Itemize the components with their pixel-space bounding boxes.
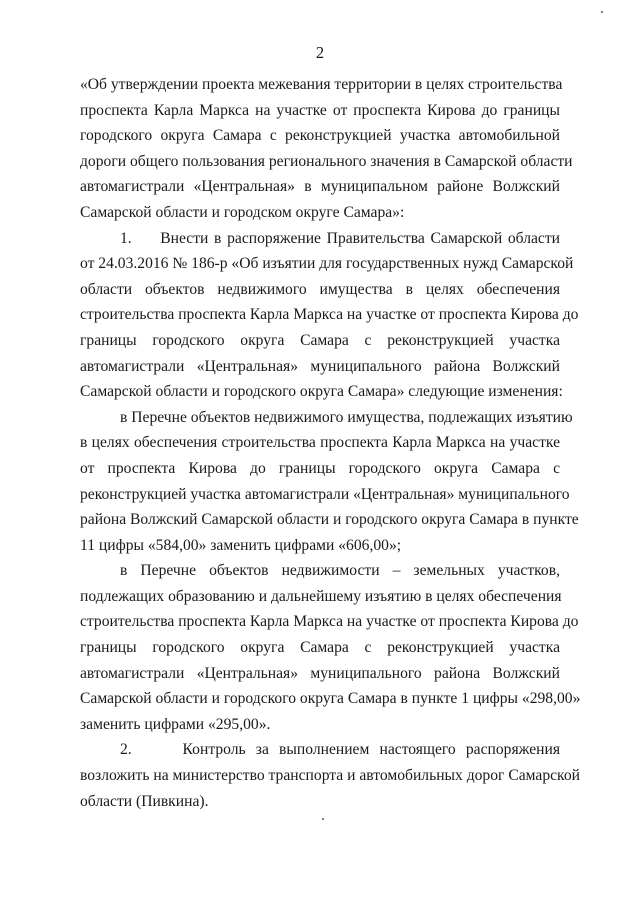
paragraph-title-continuation — [80, 72, 573, 226]
text-line: Самарской области и городского округа Самара в пункте 1 цифры «298,00» — [80, 690, 581, 708]
text-line: границы городского округа Самара с реконструкцией участка — [80, 331, 560, 349]
text-line: 2. Контроль за выполнением настоящего распоряжения — [120, 741, 560, 759]
text-line: городского округа Самара с реконструкцией участка автомобильной — [80, 127, 560, 145]
page-number: 2 — [315, 43, 325, 62]
text-line: границы городского округа Самара с реконструкцией участка — [80, 639, 560, 657]
text-line: автомагистрали «Центральная» в муниципальном районе Волжский — [80, 178, 560, 196]
paragraph-item-1 — [80, 226, 579, 405]
text-line: 1. Внести в распоряжение Правительства Самарской области — [120, 229, 560, 247]
text-line: дороги общего пользования регионального значения в Самарской области — [80, 152, 573, 170]
paragraph-item-2 — [80, 737, 580, 814]
text-line: реконструкцией участка автомагистрали «Центральная» муниципального — [80, 485, 570, 503]
paragraph-real-estate-list-change — [80, 405, 579, 559]
text-line: подлежащих образованию и дальнейшему изъятию в целях обеспечения — [80, 587, 562, 605]
text-line: «Об утверждении проекта межевания территории в целях строительства — [80, 76, 563, 93]
scan-speck — [601, 11, 603, 13]
text-line: в Перечне объектов недвижимости – земельных участков, — [120, 562, 560, 580]
text-line: Самарской области и городском округе Самара»: — [80, 203, 405, 221]
text-line: 11 цифры «584,00» заменить цифрами «606,00»; — [80, 536, 402, 554]
text-line: района Волжский Самарской области и городского округа Самара в пункте — [80, 511, 579, 529]
text-line: возложить на министерство транспорта и автомобильных дорог Самарской — [80, 767, 580, 785]
text-line: строительства проспекта Карла Маркса на участке от проспекта Кирова до — [80, 306, 579, 324]
text-line: строительства проспекта Карла Маркса на участке от проспекта Кирова до — [80, 613, 579, 631]
text-line: от проспекта Кирова до границы городского округа Самара с — [80, 459, 560, 477]
text-line: автомагистрали «Центральная» муниципального района Волжский — [80, 664, 560, 682]
text-line: заменить цифрами «295,00». — [80, 715, 271, 733]
text-line: области объектов недвижимого имущества в целях обеспечения — [80, 280, 560, 298]
scan-speck — [322, 818, 324, 820]
text-line: Самарской области и городского округа Самара» следующие изменения: — [80, 383, 563, 401]
document-body — [80, 72, 581, 814]
text-line: автомагистрали «Центральная» муниципального района Волжский — [80, 357, 560, 375]
text-line: проспекта Карла Маркса на участке от проспекта Кирова до границы — [80, 101, 560, 119]
text-line: в Перечне объектов недвижимого имущества, подлежащих изъятию — [120, 408, 573, 426]
text-line: в целях обеспечения строительства проспекта Карла Маркса на участке — [80, 434, 560, 452]
paragraph-land-plots-list-change — [80, 558, 581, 737]
text-line: области (Пивкина). — [80, 792, 209, 810]
text-line: от 24.03.2016 № 186-р «Об изъятии для государственных нужд Самарской — [80, 255, 574, 273]
